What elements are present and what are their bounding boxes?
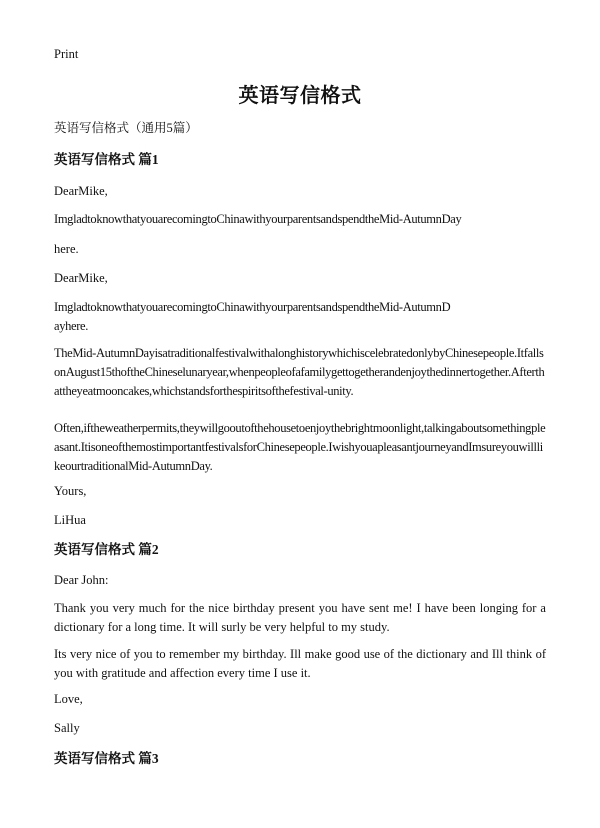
section-heading-1: 英语写信格式 篇1: [54, 152, 159, 167]
document-subtitle: 英语写信格式（通用5篇）: [54, 121, 198, 135]
print-label: Print: [54, 47, 79, 61]
document-title: 英语写信格式: [238, 85, 362, 107]
letter-line-1b: here.: [54, 242, 79, 256]
letter-line-1a: ImgladtoknowthatyouarecomingtoChinawithyourparentsandspendtheMid-AutumnDay: [54, 212, 462, 226]
section-heading-3: 英语写信格式 篇3: [54, 751, 159, 766]
closing-1: Yours,: [54, 484, 87, 498]
letter-paragraph-2: ImgladtoknowthatyouarecomingtoChinawithyourparentsandspendtheMid-AutumnDayhere.: [54, 300, 451, 333]
letter-paragraph-5: Thank you very much for the nice birthday present you have sent me! I have been longing for a dictionary for a long time. It will surly be very helpful to my study.: [54, 601, 546, 634]
signature-1: LiHua: [54, 513, 86, 527]
greeting-2: DearMike,: [54, 271, 108, 285]
greeting-1: DearMike,: [54, 184, 108, 198]
greeting-3: Dear John:: [54, 573, 109, 587]
letter-paragraph-4: Often,iftheweatherpermits,theywillgooutofthehousetoenjoythebrightmoonlight,talkingaboutsomethingpleasant.ItisoneofthemostimportantfestivalsforChinesepeople.IwishyouapleasantjourneyandImsureyouwilllikeourtraditionalMid-AutumnDay.: [54, 421, 546, 473]
signature-2: Sally: [54, 721, 80, 735]
letter-paragraph-6: Its very nice of you to remember my birthday. Ill make good use of the dictionary and Ill think of you with gratitude and affection every time I use it.: [54, 647, 546, 680]
closing-2: Love,: [54, 692, 83, 706]
letter-paragraph-3: TheMid-AutumnDayisatraditionalfestivalwithalonghistorywhichiscelebratedonlybyChinesepeople.ItfallsonAugust15thoftheChineselunaryear,whenpeopleofafamilygettogetherandenjoythedinnertogether.Afterthattheyeatmooncakes,whichstandsforthespiritsofthefestival-unity.: [54, 346, 545, 398]
section-heading-2: 英语写信格式 篇2: [54, 542, 159, 557]
